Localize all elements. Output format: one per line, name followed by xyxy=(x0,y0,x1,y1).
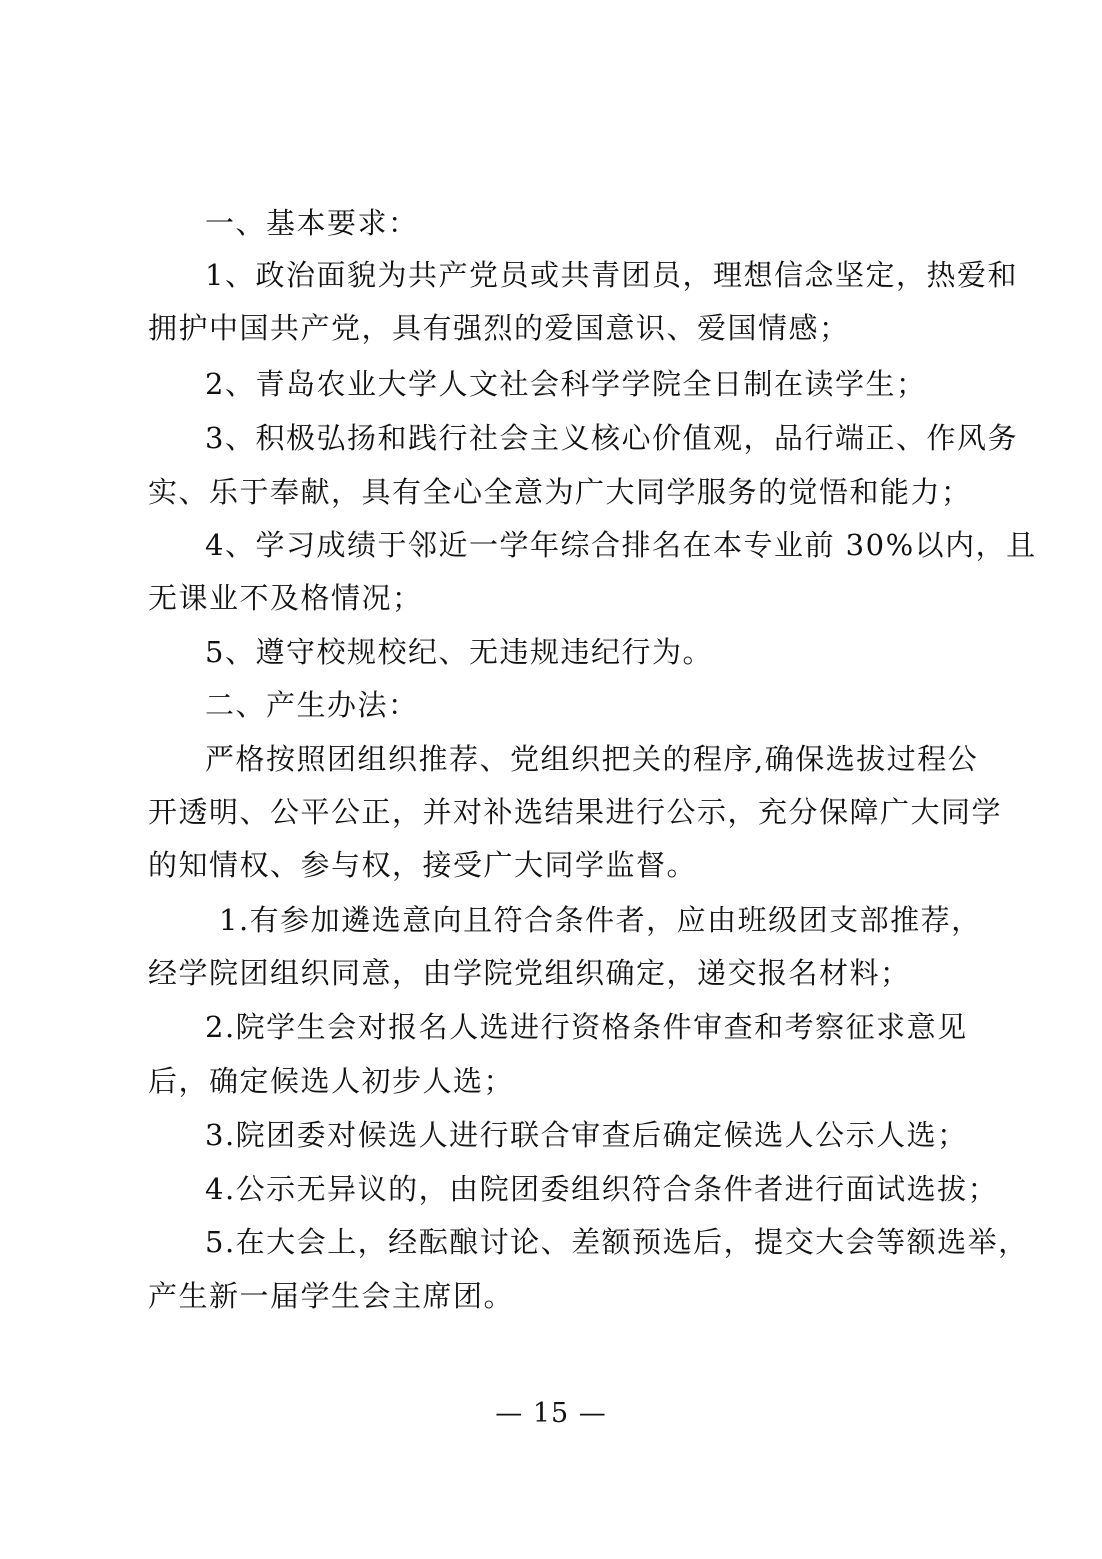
selection-step-4: 4.公示无异议的，由院团委组织符合条件者进行面试选拔； xyxy=(205,1172,999,1206)
selection-step-2-line-1: 2.院学生会对报名人选进行资格条件审查和考察征求意见 xyxy=(205,1010,968,1044)
requirement-1-line-2: 拥护中国共产党，具有强烈的爱国意识、爱国情感； xyxy=(148,311,850,345)
requirement-5: 5、遵守校规校纪、无违规违纪行为。 xyxy=(205,635,713,669)
requirement-4-line-1: 4、学习成绩于邻近一学年综合排名在本专业前 30%以内，且 xyxy=(205,528,1037,562)
selection-step-1-line-1: 1.有参加遴选意向且符合条件者，应由班级团支部推荐， xyxy=(219,903,982,937)
selection-step-5-line-1: 5.在大会上，经酝酿讨论、差额预选后，提交大会等额选举， xyxy=(205,1225,1029,1259)
selection-step-5-line-2: 产生新一届学生会主席团。 xyxy=(148,1279,515,1313)
selection-step-3: 3.院团委对候选人进行联合审查后确定候选人公示人选； xyxy=(205,1118,968,1152)
requirement-3-line-2: 实、乐于奉献，具有全心全意为广大同学服务的觉悟和能力； xyxy=(148,475,972,509)
selection-intro-line-2: 开透明、公平公正，并对补选结果进行公示，充分保障广大同学 xyxy=(148,795,1003,829)
page-number: — 15 — xyxy=(495,1398,607,1429)
requirement-2: 2、青岛农业大学人文社会科学学院全日制在读学生； xyxy=(205,367,927,401)
selection-intro-line-1: 严格按照团组织推荐、党组织把关的程序,确保选拔过程公 xyxy=(205,742,979,776)
requirement-1-line-1: 1、政治面貌为共产党员或共青团员，理想信念坚定，热爱和 xyxy=(205,258,1018,292)
requirement-4-line-2: 无课业不及格情况； xyxy=(148,581,423,615)
selection-step-1-line-2: 经学院团组织同意，由学院党组织确定，递交报名材料； xyxy=(148,956,911,990)
section-heading-basic-requirements: 一、基本要求： xyxy=(205,206,419,240)
section-heading-selection-method: 二、产生办法： xyxy=(205,688,419,722)
selection-step-2-line-2: 后，确定候选人初步人选； xyxy=(148,1064,515,1098)
requirement-3-line-1: 3、积极弘扬和践行社会主义核心价值观，品行端正、作风务 xyxy=(205,421,1018,455)
selection-intro-line-3: 的知情权、参与权，接受广大同学监督。 xyxy=(148,848,698,882)
